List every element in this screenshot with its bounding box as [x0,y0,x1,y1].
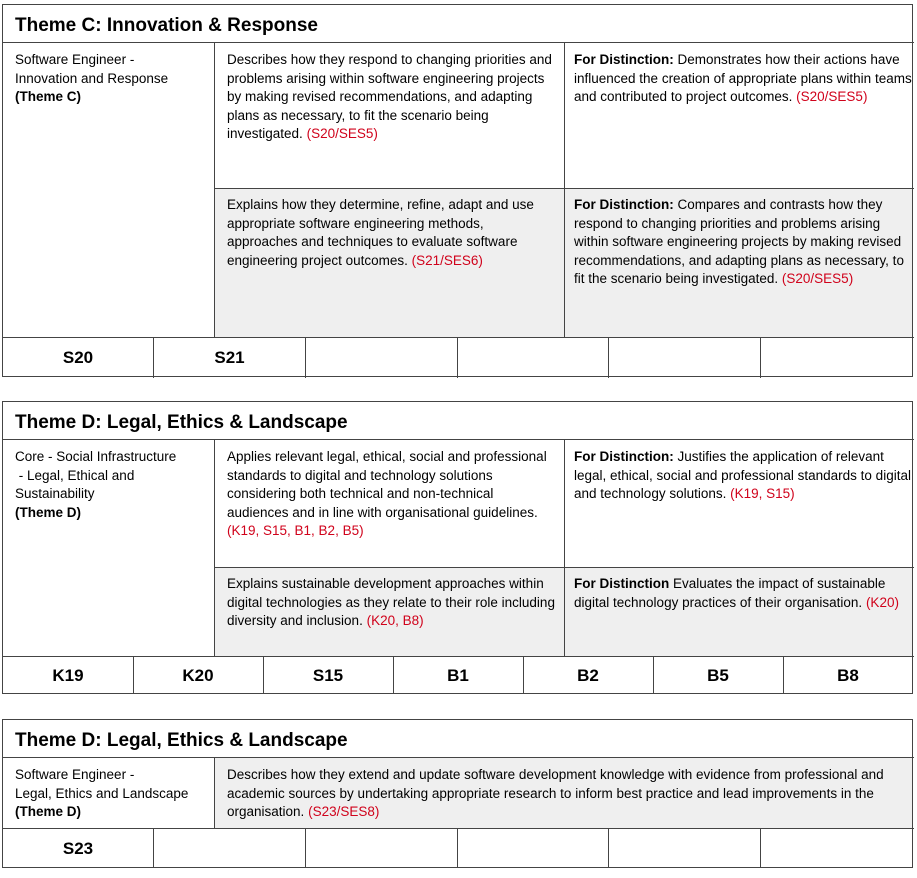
code-cell: B2 [577,666,599,685]
distinction-label: For Distinction: [574,449,674,464]
criterion-ref: (K19, S15) [730,486,795,501]
theme-tag: (Theme C) [15,89,82,104]
criterion-ref: (S20/SES5) [796,89,868,104]
criterion-ref: (S20/SES5) [781,271,854,286]
theme-d-se-title: Theme D: Legal, Ethics & Landscape [15,730,348,751]
role-line: Innovation and Response [15,70,169,86]
divider [214,439,215,656]
criterion-text: Compares and contrasts how they respond to changing priorities and problems arising within software engineering projects by making revised recommendations, and adapting plans as necessary, to fit the scenario being investigated. [574,197,904,286]
distinction-cell [574,575,914,612]
criterion-text: Evaluates the impact of sustainable digital technology practices of their organisation. [574,576,886,610]
divider [3,757,914,758]
code-cell: B1 [447,666,469,685]
code-cell: K19 [52,666,84,685]
divider [3,337,914,338]
code-cell: K20 [182,666,214,685]
code-cell: B5 [707,666,729,685]
divider [564,439,565,656]
divider [214,188,914,189]
theme-d-se-table [2,719,913,868]
role-cell [15,766,213,822]
criterion-text: Describes how they extend and update software development knowledge with evidence from professional and academic sources by undertaking appropriate research to inform best practice and lead improvements in the organisation. [227,767,884,819]
distinction-label: For Distinction: [574,52,674,67]
divider [760,828,761,868]
role-line: Core - Social Infrastructure [15,449,177,464]
distinction-cell [574,448,914,504]
role-cell [15,51,210,107]
code-cell: S21 [214,348,245,367]
criterion-text: Explains how they determine, refine, adapt and use appropriate software engineering methods, approaches and techniques to evaluate software engineering project outcomes. [227,197,534,268]
criterion-ref: (S20/SES5) [306,126,378,141]
theme-c-title: Theme C: Innovation & Response [15,15,318,36]
role-line: Sustainability [15,486,95,501]
code-cell: S15 [312,666,344,685]
criterion-cell [227,448,557,541]
divider [153,828,154,868]
divider [214,567,914,568]
divider [3,656,914,657]
divider [305,828,306,868]
code-cell: S23 [62,839,94,858]
role-cell [15,448,210,522]
role-line: Legal, Ethics and Landscape [15,785,189,801]
distinction-cell [574,51,912,107]
criterion-ref: (K19, S15, B1, B2, B5) [227,523,364,538]
distinction-label: For Distinction: [574,197,674,212]
criterion-cell [227,51,557,144]
divider [608,337,609,378]
divider [564,42,565,338]
divider [3,828,914,829]
divider [214,42,215,338]
code-cell: S20 [62,348,94,367]
distinction-cell [574,196,912,289]
criterion-cell [227,575,557,631]
divider [3,42,914,43]
criterion-ref: (S21/SES6) [411,252,483,268]
role-line: Software Engineer - [15,52,135,67]
criterion-text: Applies relevant legal, ethical, social and professional standards to digital and technology solutions considering both technical and non-technical audiences and in line with organisational guidelines. [227,449,547,520]
theme-tag: (Theme D) [15,804,82,819]
theme-c-table [2,4,913,377]
criterion-ref: (K20, B8) [366,613,424,628]
role-line: - Legal, Ethical and [15,467,135,483]
divider [305,337,306,378]
divider [3,439,914,440]
divider [457,337,458,378]
divider [457,828,458,868]
criterion-text: Demonstrates how their actions have influenced the creation of appropriate plans within teams and contributed to project outcomes. [574,52,912,104]
divider [608,828,609,868]
criterion-text: Explains sustainable development approaches within digital technologies as they relate to their role including diversity and inclusion. [227,576,555,628]
criterion-cell [227,196,557,270]
divider [760,337,761,378]
criterion-text: Justifies the application of relevant legal, ethical, social and professional standards to digital and technology solutions. [574,449,911,501]
code-cell: B8 [837,666,859,685]
criterion-ref: (K20) [865,594,899,610]
criterion-cell [227,766,899,822]
theme-tag: (Theme D) [15,504,82,520]
role-line: Software Engineer - [15,767,135,782]
theme-d-core-table [2,401,913,694]
distinction-label: For Distinction [574,576,670,591]
criterion-text: Describes how they respond to changing priorities and problems arising within software engineering projects by making revised recommendations, and adapting plans as necessary, to fit the scenario being investigated. [227,52,552,141]
criterion-ref: (S23/SES8) [308,804,380,819]
theme-d-title: Theme D: Legal, Ethics & Landscape [15,412,348,433]
divider [214,757,215,828]
